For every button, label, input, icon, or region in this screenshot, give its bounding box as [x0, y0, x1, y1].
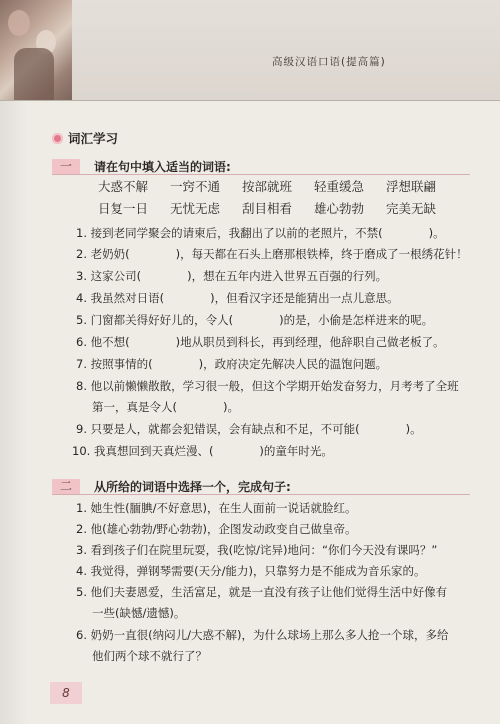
word-bank-item: 雄心勃勃 [314, 201, 365, 216]
exercise-2-item: 1. 她生性(腼腆/不好意思)，在生人面前一说话就脸红。 [76, 501, 357, 515]
exercise-2-item: 4. 我觉得，弹钢琴需要(天分/能力)，只靠努力是不能成为音乐家的。 [76, 564, 426, 578]
exercise-1-item: 7. 按照事情的( )，政府决定先解决人民的温饱问题。 [76, 357, 388, 371]
exercise-2-item: 3. 看到孩子们在院里玩耍，我(吃惊/诧异)地问：“你们今天没有课吗？” [76, 543, 438, 557]
word-bank-item: 轻重缓急 [314, 179, 365, 194]
exercise-1-number: 一 [52, 159, 80, 174]
exercise-1-item: 3. 这家公司( )，想在五年内进入世界五百强的行列。 [76, 269, 388, 283]
exercise-1-item-continuation: 第一，真是令人( )。 [92, 400, 239, 414]
word-bank-item: 完美无缺 [386, 201, 437, 216]
exercise-1-item: 4. 我虽然对日语( )，但看汉字还是能猜出一点儿意思。 [76, 291, 399, 305]
word-bank-item: 大惑不解 [98, 179, 149, 194]
word-bank-item: 日复一日 [98, 201, 149, 216]
header-divider [0, 100, 500, 101]
exercise-2-item: 5. 他们夫妻恩爱，生活富足，就是一直没有孩子让他们觉得生活中好像有 [76, 585, 448, 599]
word-bank-item: 一窍不通 [170, 179, 221, 194]
exercise-1-heading [52, 158, 231, 175]
word-bank-item: 按部就班 [242, 179, 293, 194]
exercise-1-item: 10. 我真想回到天真烂漫、( )的童年时光。 [72, 444, 333, 458]
word-bank-item: 无忧无虑 [170, 201, 221, 216]
exercise-1-item: 6. 他不想( )地从职员到科长，再到经理，他辞职自己做老板了。 [76, 335, 445, 349]
word-bank-row-2 [98, 199, 458, 217]
section-heading [52, 129, 118, 147]
header-photo [0, 0, 72, 100]
exercise-1-item: 2. 老奶奶( )，每天都在石头上磨那根铁棒，终于磨成了一根绣花针！ [76, 247, 468, 261]
page-binding-shadow [0, 100, 28, 724]
header-band [72, 0, 500, 100]
exercise-2-item-continuation: 一些(缺憾/遗憾)。 [92, 606, 186, 620]
exercise-1-instruction: 请在句中填入适当的词语: [94, 160, 231, 174]
exercise-2-number: 二 [52, 479, 80, 494]
exercise-1-item: 9. 只要是人，就都会犯错误，会有缺点和不足，不可能( )。 [76, 422, 422, 436]
exercise-2-heading [52, 478, 291, 495]
section-title: 词汇学习 [68, 131, 119, 146]
exercise-1-item: 1. 接到老同学聚会的请柬后，我翻出了以前的老照片，不禁( )。 [76, 226, 445, 240]
exercise-2-item: 6. 奶奶一直很(纳闷儿/大惑不解)，为什么球场上那么多人抢一个球，多给 [76, 628, 449, 642]
word-bank-item: 浮想联翩 [386, 179, 437, 194]
running-header-title: 高级汉语口语(提高篇) [272, 56, 386, 68]
exercise-2-item-continuation: 他们两个球不就行了？ [92, 649, 207, 663]
page-number: 8 [50, 682, 82, 704]
word-bank-row-1 [98, 177, 458, 195]
exercise-1-item: 8. 他以前懒懒散散，学习很一般，但这个学期开始发奋努力，月考考了全班 [76, 379, 459, 393]
bullet-icon [52, 133, 63, 144]
exercise-2-rule [52, 494, 470, 495]
exercise-1-rule [52, 174, 470, 175]
exercise-2-item: 2. 他(雄心勃勃/野心勃勃)，企图发动政变自己做皇帝。 [76, 522, 357, 536]
exercise-1-item: 5. 门窗都关得好好儿的，令人( )的是，小偷是怎样进来的呢。 [76, 313, 434, 327]
exercise-2-instruction: 从所给的词语中选择一个，完成句子: [94, 480, 291, 494]
word-bank-item: 刮目相看 [242, 201, 293, 216]
